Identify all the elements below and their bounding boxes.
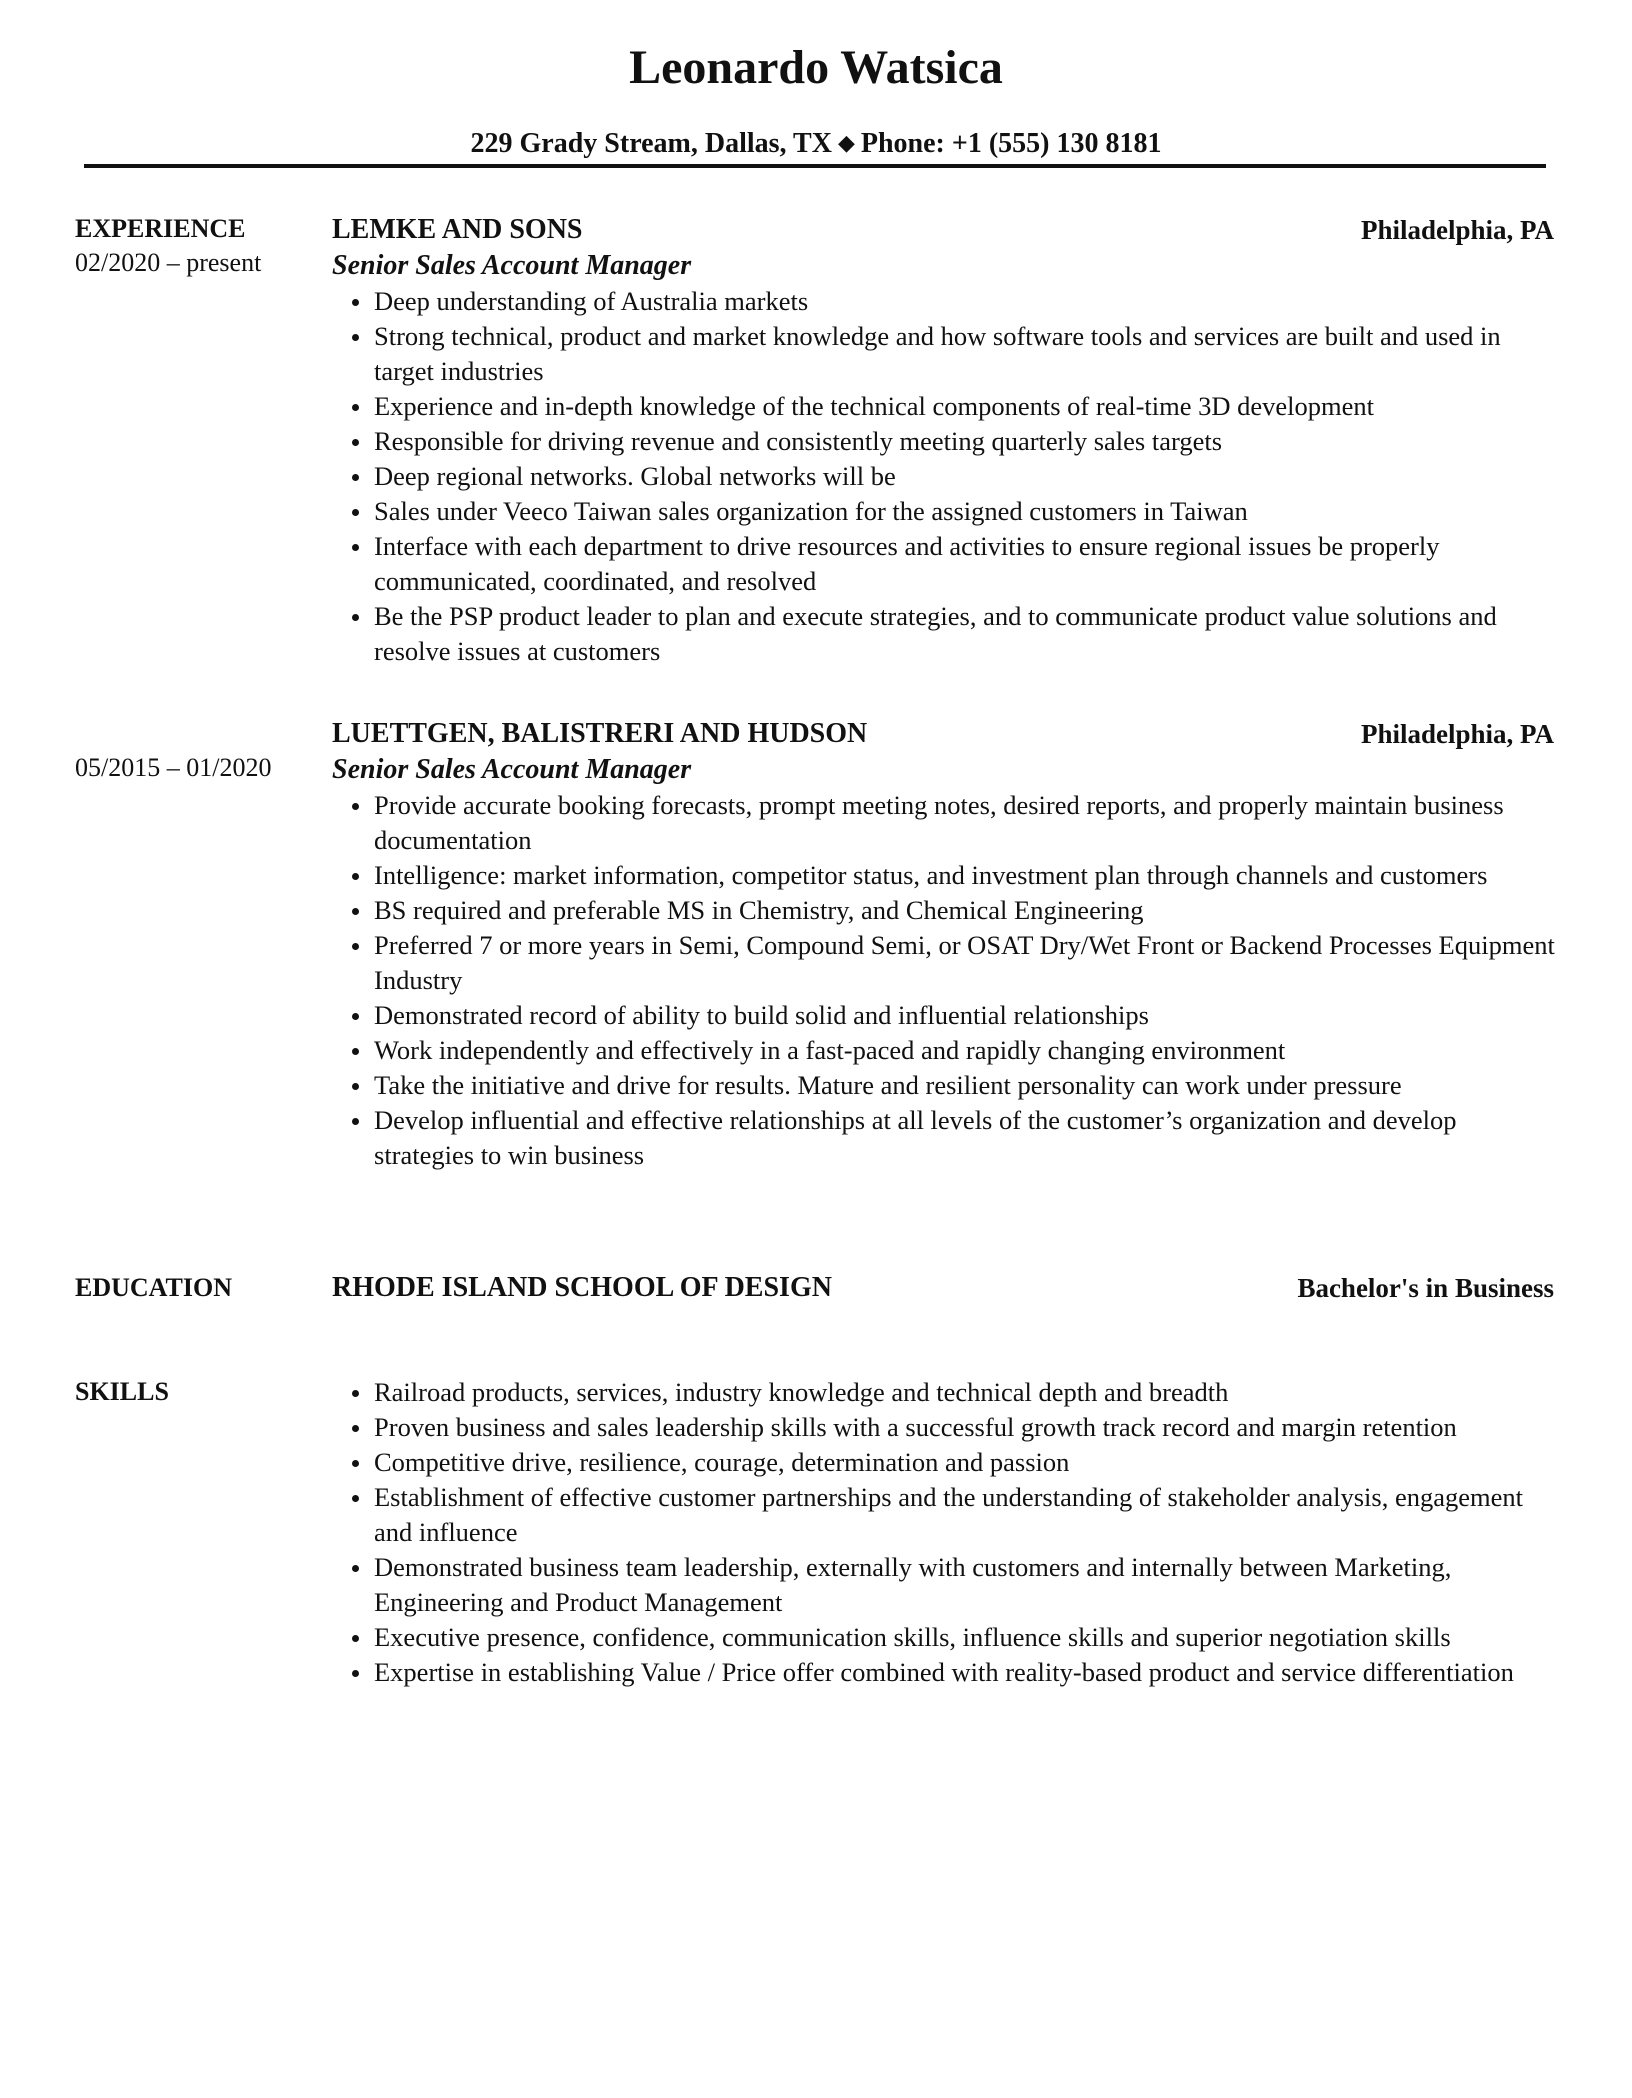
job-1-dates: 02/2020 – present bbox=[75, 248, 262, 277]
list-item: Be the PSP product leader to plan and execute strategies, and to communicate product value solutions and resolve issues at customers bbox=[332, 599, 1562, 669]
experience-section-title: EXPERIENCE bbox=[75, 214, 246, 243]
school-name: RHODE ISLAND SCHOOL OF DESIGN bbox=[332, 1272, 832, 1303]
education-header bbox=[332, 1270, 1554, 1306]
list-item: Experience and in-depth knowledge of the technical components of real-time 3D development bbox=[332, 389, 1562, 424]
job-1-title: Senior Sales Account Manager bbox=[332, 250, 692, 281]
job-2-title: Senior Sales Account Manager bbox=[332, 754, 692, 785]
education-section-title: EDUCATION bbox=[75, 1273, 232, 1302]
list-item: Establishment of effective customer partnerships and the understanding of stakeholder analysis, engagement and influence bbox=[332, 1480, 1562, 1550]
list-item: Intelligence: market information, competitor status, and investment plan through channels and customers bbox=[332, 858, 1562, 893]
list-item: Sales under Veeco Taiwan sales organization for the assigned customers in Taiwan bbox=[332, 494, 1562, 529]
job-2-company: LUETTGEN, BALISTRERI AND HUDSON bbox=[332, 718, 868, 749]
list-item: Interface with each department to drive resources and activities to ensure regional issues be properly communicated, coordinated, and resolved bbox=[332, 529, 1562, 599]
job-2-dates: 05/2015 – 01/2020 bbox=[75, 753, 272, 782]
list-item: Responsible for driving revenue and consistently meeting quarterly sales targets bbox=[332, 424, 1562, 459]
job-1-company: LEMKE AND SONS bbox=[332, 214, 583, 245]
phone: Phone: +1 (555) 130 8181 bbox=[860, 128, 1162, 159]
contact-line bbox=[0, 125, 1632, 162]
candidate-name: Leonardo Watsica bbox=[629, 41, 1003, 94]
address: 229 Grady Stream, Dallas, TX bbox=[470, 128, 832, 159]
list-item: Strong technical, product and market knowledge and how software tools and services are built and used in target industries bbox=[332, 319, 1562, 389]
job-1-header bbox=[332, 212, 1554, 248]
list-item: Competitive drive, resilience, courage, determination and passion bbox=[332, 1445, 1562, 1480]
header-divider bbox=[84, 164, 1546, 168]
list-item: Work independently and effectively in a fast-paced and rapidly changing environment bbox=[332, 1033, 1562, 1068]
job-2-location: Philadelphia, PA bbox=[1360, 719, 1554, 749]
list-item: BS required and preferable MS in Chemistry, and Chemical Engineering bbox=[332, 893, 1562, 928]
skills-list bbox=[332, 1375, 1562, 1690]
list-item: Demonstrated record of ability to build solid and influential relationships bbox=[332, 998, 1562, 1033]
list-item: Executive presence, confidence, communication skills, influence skills and superior negotiation skills bbox=[332, 1620, 1562, 1655]
list-item: Develop influential and effective relationships at all levels of the customer’s organization and develop strategies to win business bbox=[332, 1103, 1562, 1173]
list-item: Demonstrated business team leadership, externally with customers and internally between Marketing, Engineering and Product Management bbox=[332, 1550, 1562, 1620]
list-item: Preferred 7 or more years in Semi, Compound Semi, or OSAT Dry/Wet Front or Backend Processes Equipment Industry bbox=[332, 928, 1562, 998]
degree: Bachelor's in Business bbox=[1297, 1273, 1554, 1303]
list-item: Deep understanding of Australia markets bbox=[332, 284, 1562, 319]
list-item: Expertise in establishing Value / Price offer combined with reality-based product and service differentiation bbox=[332, 1655, 1562, 1690]
job-2-bullets bbox=[332, 788, 1562, 1173]
skills-section-title: SKILLS bbox=[75, 1377, 169, 1406]
list-item: Take the initiative and drive for results. Mature and resilient personality can work under pressure bbox=[332, 1068, 1562, 1103]
job-2-header bbox=[332, 716, 1554, 752]
list-item: Railroad products, services, industry knowledge and technical depth and breadth bbox=[332, 1375, 1562, 1410]
job-1-bullets bbox=[332, 284, 1562, 669]
job-1-location: Philadelphia, PA bbox=[1360, 215, 1554, 245]
list-item: Deep regional networks. Global networks will be bbox=[332, 459, 1562, 494]
list-item: Provide accurate booking forecasts, prompt meeting notes, desired reports, and properly maintain business documentation bbox=[332, 788, 1562, 858]
diamond-separator-icon: ◆ bbox=[837, 130, 855, 155]
list-item: Proven business and sales leadership skills with a successful growth track record and margin retention bbox=[332, 1410, 1562, 1445]
